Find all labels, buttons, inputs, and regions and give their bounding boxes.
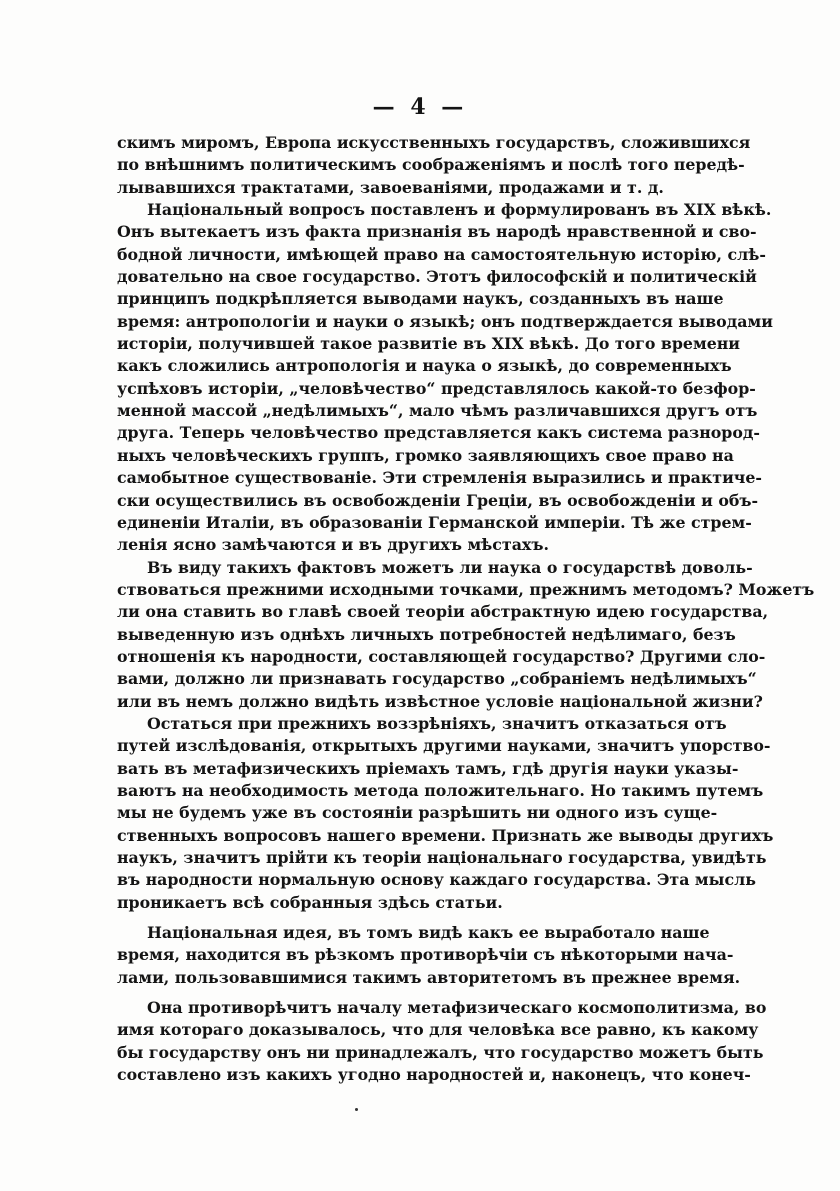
text-line: отношенія къ народности, составляющей государство? Другими сло- bbox=[117, 646, 766, 666]
text-line: довательно на свое государство. Этотъ философскій и политическій bbox=[117, 267, 757, 287]
paragraph-gap bbox=[117, 989, 687, 997]
paragraph bbox=[117, 199, 773, 557]
text-line: выведенную изъ однѣхъ личныхъ потребностей недѣлимаго, безъ bbox=[117, 624, 736, 644]
text-line: вами, должно ли признавать государство „собраніемъ недѣлимыхъ“ bbox=[117, 669, 757, 689]
text-line: самобытное существованіе. Эти стремленія выразились и практиче- bbox=[117, 468, 762, 488]
text-line: составлено изъ какихъ угодно народностей и, наконецъ, что конеч- bbox=[117, 1065, 751, 1085]
text-line: исторіи, получившей такое развитіе въ XIX вѣкѣ. До того времени bbox=[117, 334, 741, 354]
text-line: ски осуществились въ освобожденіи Греціи, въ освобожденіи и объ- bbox=[117, 490, 759, 510]
text-line: ственныхъ вопросовъ нашего времени. Признать же выводы другихъ bbox=[117, 825, 774, 845]
text-line: бы государству онъ ни принадлежалъ, что государство можетъ быть bbox=[117, 1042, 764, 1062]
paragraph bbox=[117, 713, 774, 914]
text-line: менной массой „недѣлимыхъ“, мало чѣмъ различавшихся другъ отъ bbox=[117, 401, 758, 421]
text-line: Въ виду такихъ фактовъ можетъ ли наука о государствѣ доволь- bbox=[147, 557, 753, 577]
paragraph bbox=[117, 997, 767, 1086]
text-line: по внѣшнимъ политическимъ соображеніямъ и послѣ того передѣ- bbox=[117, 155, 745, 175]
text-line: или въ немъ должно видѣть извѣстное условіе національной жизни? bbox=[117, 691, 763, 711]
text-line: наукъ, значитъ прійти къ теоріи національнаго государства, увидѣть bbox=[117, 848, 767, 867]
paragraph-gap bbox=[117, 914, 687, 922]
text-line: ли она ставить во главѣ своей теоріи абстрактную идею государства, bbox=[117, 602, 769, 622]
paragraph bbox=[117, 922, 741, 989]
body-text bbox=[117, 132, 815, 1086]
text-line: единеніи Италіи, въ образованіи Германской имперіи. Тѣ же стрем- bbox=[117, 512, 752, 532]
text-line: друга. Теперь человѣчество представляется какъ система разнород- bbox=[117, 423, 760, 443]
text-line: вать въ метафизическихъ пріемахъ тамъ, гдѣ другія науки указы- bbox=[117, 758, 739, 778]
text-line: Національная идея, въ томъ видѣ какъ ее выработало наше bbox=[147, 923, 710, 943]
paragraph bbox=[117, 132, 751, 199]
text-line: ствоваться прежними исходными точками, прежнимъ методомъ? Можетъ bbox=[117, 579, 815, 599]
text-line: скимъ миромъ, Европа искусственныхъ государствъ, сложившихся bbox=[117, 133, 751, 152]
text-line: Она противорѣчитъ началу метафизическаго космополитизма, во bbox=[147, 998, 767, 1018]
text-line: въ народности нормальную основу каждаго государства. Эта мысль bbox=[117, 870, 756, 890]
text-line: ваютъ на необходимость метода положительнаго. Но такимъ путемъ bbox=[117, 780, 764, 800]
text-line: Онъ вытекаетъ изъ факта признанія въ народѣ нравственной и сво- bbox=[117, 222, 757, 242]
text-line: принципъ подкрѣпляется выводами наукъ, созданныхъ въ наше bbox=[117, 289, 724, 309]
paragraph bbox=[117, 557, 815, 713]
text-line: проникаетъ всѣ собранныя здѣсь статьи. bbox=[117, 892, 503, 912]
text-line: путей изслѣдованія, открытыхъ другими науками, значитъ упорство- bbox=[117, 736, 771, 756]
text-line: время: антропологіи и науки о языкѣ; онъ подтверждается выводами bbox=[117, 311, 773, 331]
text-line: мы не будемъ уже въ состояніи разрѣшить ни одного изъ суще- bbox=[117, 803, 718, 823]
text-line: время, находится въ рѣзкомъ противорѣчіи съ нѣкоторыми нача- bbox=[117, 945, 734, 965]
text-line: лами, пользовавшимися такимъ авторитетомъ въ прежнее время. bbox=[117, 967, 741, 987]
ink-speck bbox=[355, 1108, 358, 1111]
text-line: Остаться при прежнихъ воззрѣніяхъ, значитъ отказаться отъ bbox=[147, 713, 727, 733]
text-line: бодной личности, имѣющей право на самостоятельную исторію, слѣ- bbox=[117, 244, 766, 264]
text-line: ныхъ человѣческихъ группъ, громко заявляющихъ свое право на bbox=[117, 445, 734, 465]
text-line: лывавшихся трактатами, завоеваніями, продажами и т. д. bbox=[117, 177, 664, 197]
text-line: имя котораго доказывалось, что для человѣка все равно, къ какому bbox=[117, 1020, 759, 1040]
text-line: ленія ясно замѣчаются и въ другихъ мѣстахъ. bbox=[117, 535, 549, 555]
page-number: — 4 — bbox=[372, 94, 468, 120]
text-line: какъ сложились антропологія и наука о языкѣ, до современныхъ bbox=[117, 356, 732, 376]
text-line: Національный вопросъ поставленъ и формулированъ въ XIX вѣкѣ. bbox=[147, 200, 772, 220]
text-line: успѣховъ исторіи, „человѣчество“ представлялось какой-то безфор- bbox=[117, 378, 756, 398]
